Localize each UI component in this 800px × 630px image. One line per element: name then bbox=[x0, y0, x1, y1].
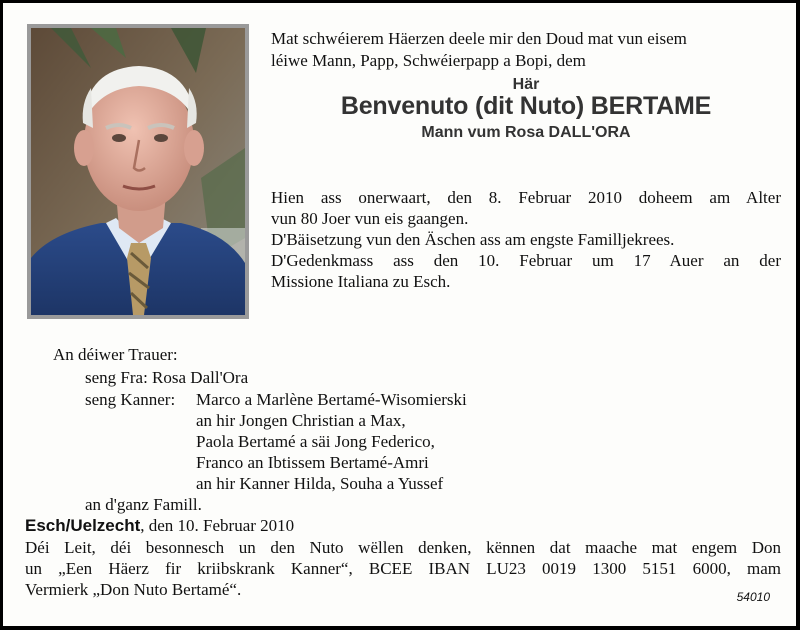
donation-line-3: Vermierk „Don Nuto Bertamé“. bbox=[25, 580, 242, 599]
mourners-heading: An déiwer Trauer: bbox=[53, 345, 178, 364]
honorific: Här bbox=[512, 76, 540, 93]
spouse-line: Mann vum Rosa DALL'ORA bbox=[421, 124, 631, 141]
intro-line-2: léiwe Mann, Papp, Schwéierpapp a Bopi, dem bbox=[271, 51, 586, 70]
child-line: Paola Bertamé a säi Jong Federico, bbox=[196, 432, 435, 451]
child-line: an hir Jongen Christian a Max, bbox=[196, 411, 406, 430]
notice-line-1: Hien ass onerwaart, den 8. Februar 2010 doheem am Alter bbox=[271, 188, 781, 207]
mourner-wife: seng Fra: Rosa Dall'Ora bbox=[85, 368, 249, 387]
death-notice bbox=[271, 187, 781, 292]
child-line: an hir Kanner Hilda, Souha a Yussef bbox=[196, 474, 444, 493]
child-line: Franco an Ibtissem Bertamé-Amri bbox=[196, 453, 429, 472]
notice-line-2: vun 80 Joer vun eis gaangen. bbox=[271, 209, 469, 228]
portrait-image bbox=[31, 28, 245, 315]
date-text: , den 10. Februar 2010 bbox=[140, 516, 295, 535]
burial-notice: D'Bäisetzung vun den Äschen ass am engste Familljekrees. bbox=[271, 230, 675, 249]
place-name: Esch/Uelzecht bbox=[25, 516, 141, 535]
place-date bbox=[25, 516, 294, 536]
extended-family: an d'ganz Famill. bbox=[85, 495, 202, 514]
deceased-name: Benvenuto (dit Nuto) BERTAME bbox=[340, 92, 712, 120]
portrait-photo bbox=[27, 24, 249, 319]
donation-request bbox=[25, 537, 781, 600]
memorial-mass-line-2: Missione Italiana zu Esch. bbox=[271, 272, 451, 291]
child-line: Marco a Marlène Bertamé-Wisomierski bbox=[196, 390, 467, 409]
memorial-mass-line-1: D'Gedenkmass ass den 10. Februar um 17 Auer an der bbox=[271, 251, 781, 270]
donation-line-2: un „Een Häerz fir kriibskrank Kanner“, BCEE IBAN LU23 0019 1300 5151 6000, mam bbox=[25, 559, 781, 578]
reference-code: 54010 bbox=[736, 590, 770, 604]
children-label: seng Kanner: bbox=[85, 390, 176, 409]
intro-text bbox=[271, 28, 781, 72]
donation-line-1: Déi Leit, déi besonnesch un den Nuto wëllen denken, kënnen dat maache mat engem Don bbox=[25, 538, 781, 557]
intro-line-1: Mat schwéierem Häerzen deele mir den Doud mat vun eisem bbox=[271, 29, 687, 48]
